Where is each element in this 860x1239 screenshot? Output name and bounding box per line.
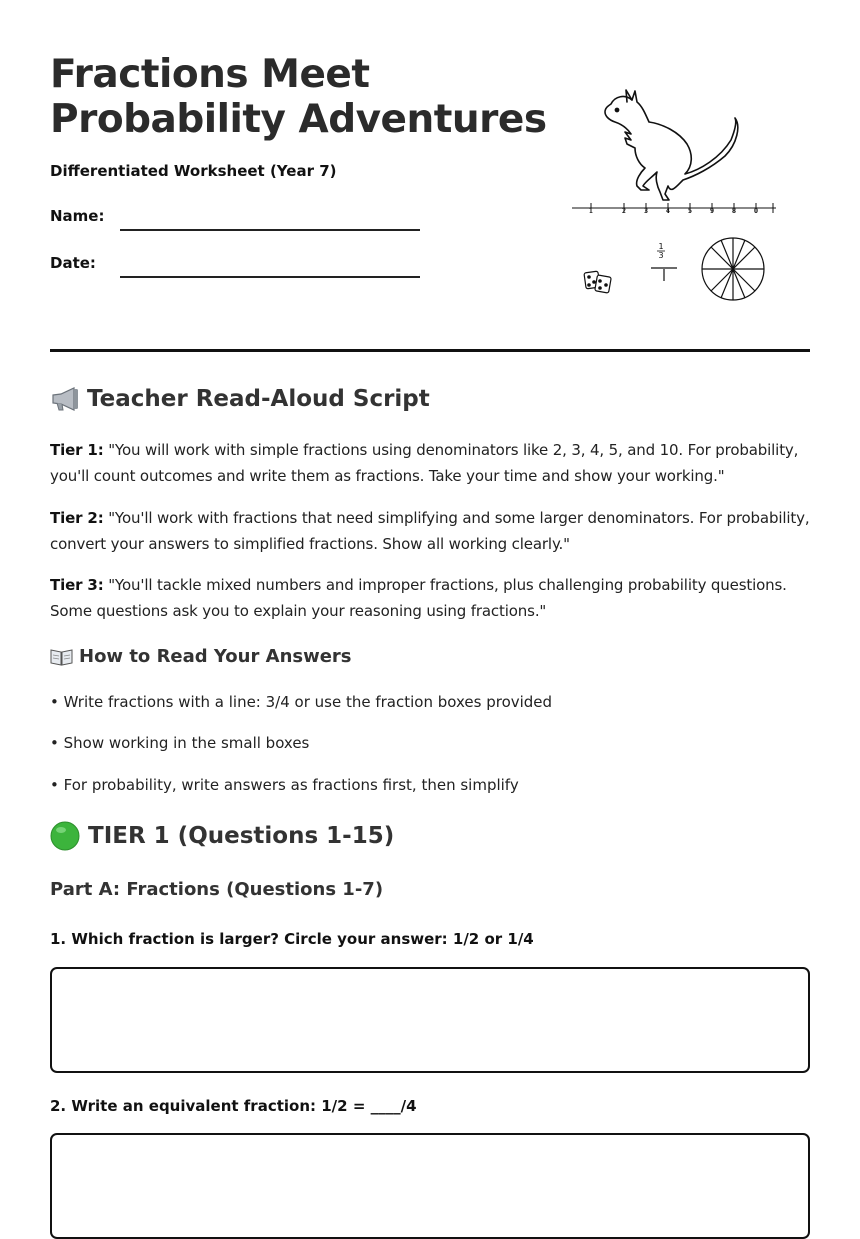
instruction-bullet: • For probability, write answers as fractions first, then simplify (50, 776, 519, 794)
tier-3-script (50, 573, 810, 624)
how-to-heading-text: How to Read Your Answers (79, 646, 352, 667)
title-line-1: Fractions Meet (50, 52, 370, 97)
number-line-label: 2 (621, 207, 627, 215)
number-line-label: 8 (731, 207, 737, 215)
number-line-label: 1 (588, 207, 594, 215)
open-book-icon (50, 647, 73, 666)
date-label: Date: (50, 254, 96, 272)
name-label: Name: (50, 207, 105, 225)
title-line-2: Probability Adventures (50, 97, 547, 142)
number-line-label: 5 (687, 207, 693, 215)
number-line-label: 0 (753, 207, 759, 215)
worksheet-title (50, 52, 547, 142)
hero-illustration (565, 82, 785, 304)
green-circle-icon (50, 821, 80, 851)
tier-2-text: "You'll work with fractions that need simplifying and some larger denominators. For probability, convert your answers to simplified fractions. Show all working clearly." (50, 509, 810, 553)
svg-text:1: 1 (658, 242, 664, 251)
tier-2-label: Tier 2: (50, 509, 104, 527)
name-field[interactable] (120, 229, 420, 231)
worksheet-subtitle: Differentiated Worksheet (Year 7) (50, 162, 337, 180)
tier-1-script (50, 438, 810, 489)
answer-box-1[interactable] (50, 967, 810, 1073)
read-aloud-heading-text: Teacher Read-Aloud Script (87, 386, 430, 412)
question-1: 1. Which fraction is larger? Circle your answer: 1/2 or 1/4 (50, 930, 534, 948)
tier-1-label: Tier 1: (50, 441, 104, 459)
tier-1-text: "You will work with simple fractions using denominators like 2, 3, 4, 5, and 10. For probability, you'll count outcomes and write them as fractions. Take your time and show your working." (50, 441, 799, 485)
header-divider (50, 349, 810, 352)
part-a-heading: Part A: Fractions (Questions 1-7) (50, 879, 384, 900)
how-to-heading (50, 646, 352, 667)
date-field[interactable] (120, 276, 420, 278)
tier-2-script (50, 506, 810, 557)
tier-3-label: Tier 3: (50, 576, 104, 594)
number-line-label: 9 (709, 207, 715, 215)
instruction-bullet: • Write fractions with a line: 3/4 or use the fraction boxes provided (50, 693, 553, 711)
svg-text:3: 3 (658, 251, 664, 260)
fraction-symbol (651, 242, 677, 281)
megaphone-icon (50, 386, 80, 412)
number-line (572, 203, 776, 213)
tier-3-text: "You'll tackle mixed numbers and improper fractions, plus challenging probability questions. Some questions ask you to explain your reasoning using fractions." (50, 576, 787, 620)
question-2: 2. Write an equivalent fraction: 1/2 = ____/4 (50, 1097, 417, 1115)
spinner-icon (702, 238, 764, 300)
number-line-label: 4 (665, 207, 671, 215)
tier-1-heading-text: TIER 1 (Questions 1-15) (88, 823, 395, 849)
number-line-label: 3 (643, 207, 649, 215)
kangaroo-icon (605, 90, 738, 200)
dice-icon (584, 271, 611, 293)
tier-1-heading (50, 821, 394, 851)
instruction-bullet: • Show working in the small boxes (50, 734, 310, 752)
answer-box-2[interactable] (50, 1133, 810, 1239)
read-aloud-heading (50, 386, 430, 412)
